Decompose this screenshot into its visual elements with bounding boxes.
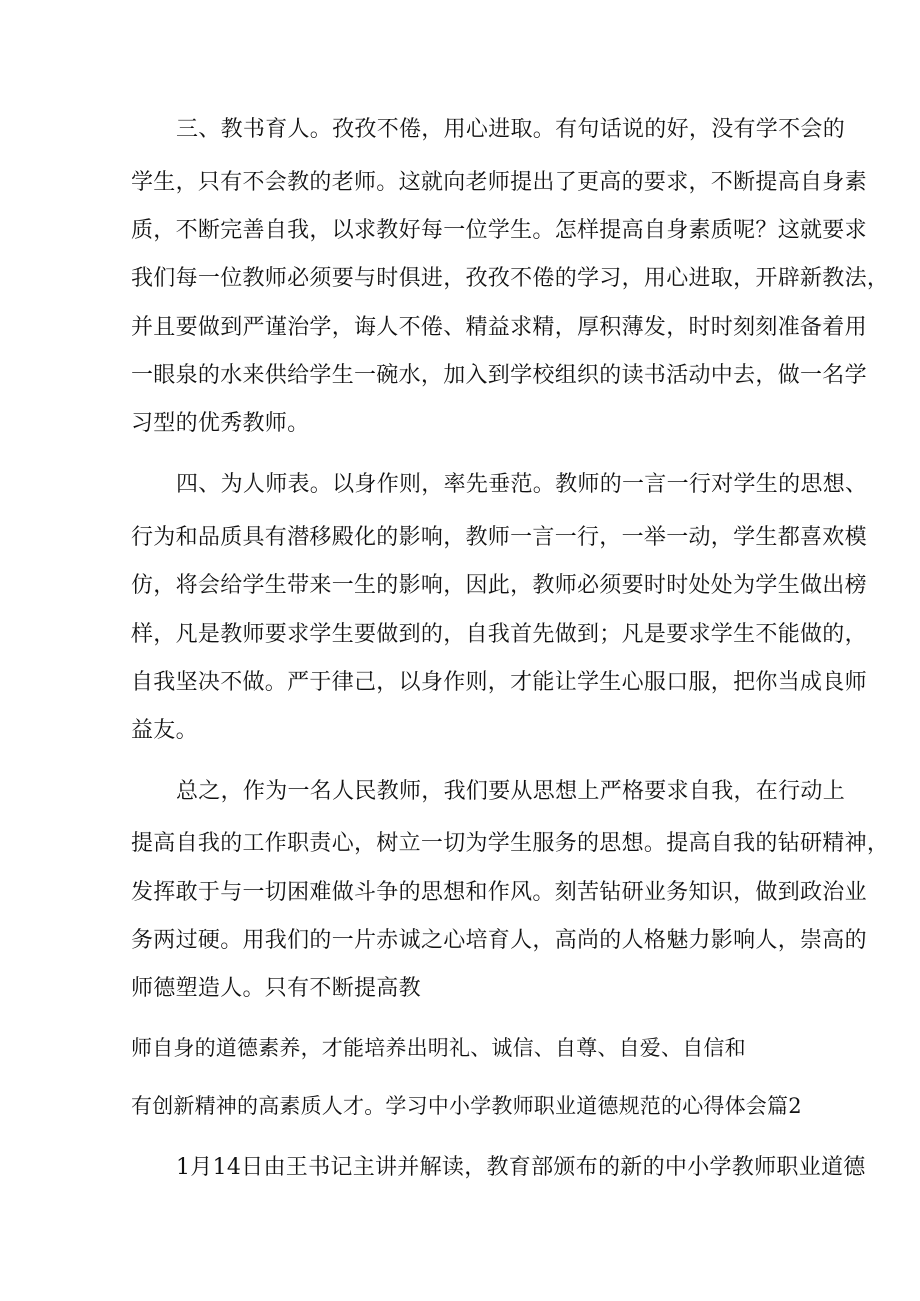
paragraph-3-line-2: 学生，只有不会教的老师。这就向老师提出了更高的要求，不断提高自身素: [131, 170, 867, 195]
conclusion-line-4: 务两过硬。用我们的一片赤诚之心培育人，高尚的人格魅力影响人，崇高的: [131, 928, 867, 953]
conclusion-line-5: 师德塑造人。只有不断提高教: [131, 976, 421, 1001]
paragraph-4-line-5: 自我坚决不做。严于律己，以身作则，才能让学生心服口服，把你当成良师: [131, 670, 867, 695]
conclusion-line-1: 总之，作为一名人民教师，我们要从思想上严格要求自我，在行动上: [176, 779, 846, 804]
paragraph-4-line-1: 四、为人师表。以身作则，率先垂范。教师的一言一行对学生的思想、: [176, 472, 868, 497]
paragraph-3-line-5: 并且要做到严谨治学，诲人不倦、精益求精，厚积薄发，时时刻刻准备着用: [131, 315, 867, 340]
essay-2-title-line: 有创新精神的高素质人才。学习中小学教师职业道德规范的心得体会篇2: [131, 1094, 802, 1118]
paragraph-3-line-7: 习型的优秀教师。: [131, 411, 310, 436]
paragraph-4-line-3: 仿，将会给学生带来一生的影响，因此，教师必须要时时处处为学生做出榜: [131, 573, 867, 598]
essay-2-line-1: 1月14日由王书记主讲并解读，教育部颁布的新的中小学教师职业道德: [176, 1155, 866, 1180]
paragraph-3-line-1: 三、教书育人。孜孜不倦，用心进取。有句话说的好，没有学不会的: [176, 117, 846, 142]
conclusion-line-2: 提高自我的工作职责心，树立一切为学生服务的思想。提高自我的钻研精神，: [131, 831, 890, 856]
paragraph-4-line-2: 行为和品质具有潜移殿化的影响，教师一言一行，一举一动，学生都喜欢模: [131, 525, 867, 550]
paragraph-4-line-6: 益友。: [131, 718, 198, 743]
paragraph-4-line-4: 样，凡是教师要求学生要做到的，自我首先做到；凡是要求学生不能做的，: [131, 622, 867, 647]
paragraph-3-line-3: 质，不断完善自我，以求教好每一位学生。怎样提高自身素质呢？这就要求: [131, 218, 867, 243]
paragraph-3-line-4: 我们每一位教师必须要与时俱进，孜孜不倦的学习，用心进取，开辟新教法，: [131, 266, 890, 291]
conclusion-line-6: 师自身的道德素养，才能培养出明礼、诚信、自尊、自爱、自信和: [131, 1036, 746, 1060]
paragraph-3-line-6: 一眼泉的水来供给学生一碗水，加入到学校组织的读书活动中去，做一名学: [131, 363, 867, 388]
conclusion-line-3: 发挥敢于与一切困难做斗争的思想和作风。刻苦钻研业务知识，做到政治业: [131, 880, 867, 905]
